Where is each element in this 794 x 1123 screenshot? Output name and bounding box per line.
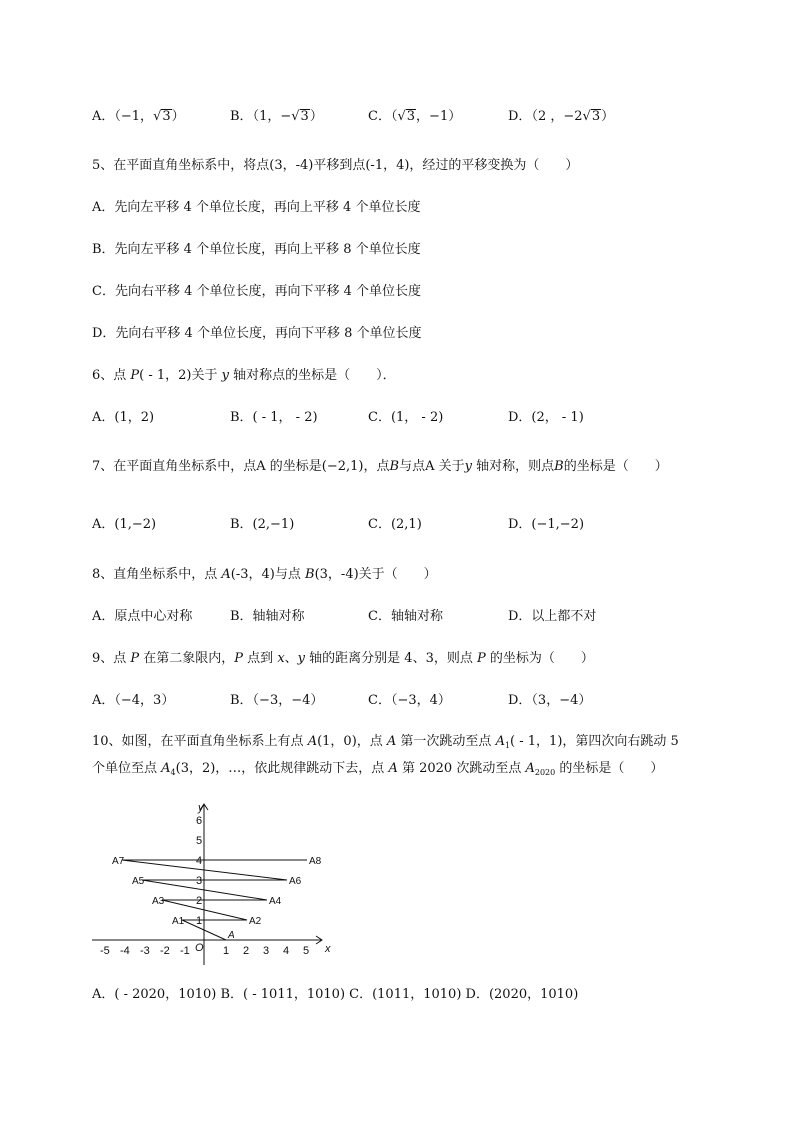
q9-point-p3: P <box>476 651 486 666</box>
q9-stem-mid1: 在第二象限内， <box>139 651 235 666</box>
point-a-label: A <box>228 930 235 941</box>
q10-sub4: 4 <box>170 768 176 777</box>
q7-stem-mid2: 与点A 关于 <box>399 459 465 474</box>
q10-point-a1: A <box>495 734 505 749</box>
y-tick-label: 5 <box>196 835 203 847</box>
q9-option-d: D．（3，−4） <box>508 693 592 708</box>
q10-l2-pre: 个单位至点 <box>92 761 162 776</box>
q7-option-d: D．(−1,−2) <box>508 517 585 532</box>
x-tick-label: 5 <box>303 945 310 957</box>
q7-option-c: C．(2,1) <box>368 517 422 532</box>
q10-l1-mid3: ( - 1，1)，第四次向右跳动 5 <box>510 734 679 749</box>
q4-d-label: D． <box>508 109 532 124</box>
x-tick-label: 2 <box>243 945 250 957</box>
q6-stem-pre: 6、点 <box>92 368 131 383</box>
q7-stem-pre: 7、在平面直角坐标系中，点A 的坐标是 <box>92 459 322 474</box>
q6-option-d: D．(2， - 1) <box>508 410 584 425</box>
q10-sub6: 2020 <box>534 768 556 777</box>
q7-point-b2: B <box>554 459 564 474</box>
q10-point-a5: A <box>388 761 398 776</box>
q4-a-label: A． <box>92 109 115 124</box>
q6-stem <box>92 367 396 385</box>
q7-option-b: B．(2,−1) <box>230 517 295 532</box>
q10-l2-mid2: 第 2020 次跳动至点 <box>397 761 526 776</box>
q8-option-b: B．轴轴对称 <box>230 609 305 624</box>
q6-option-c: C．(1， - 2) <box>368 410 444 425</box>
q5-stem: 5、在平面直角坐标系中，将点(3，-4)平移到点(-1，4)，经过的平移变换为（ ） <box>92 158 579 173</box>
y-tick-label: 2 <box>196 895 203 907</box>
q4-b-rad: 3 <box>300 109 309 124</box>
q9-stem-mid4: 轴的距离分别是 4、3，则点 <box>305 651 477 666</box>
x-tick-label: -2 <box>160 945 170 957</box>
point-a1-label: A1 <box>172 916 185 927</box>
q8-option-d: D．以上都不对 <box>508 609 597 624</box>
q4-b-pre: （1，− <box>252 109 292 124</box>
q4-option-d: D．（2 ，−2√3） <box>508 109 615 124</box>
q10-l2-mid1: (3，2)，…，依此规律跳动下去，点 <box>175 761 389 776</box>
q4-d-post: ） <box>601 109 615 124</box>
q8-stem-mid: (-3，4)与点 <box>230 567 306 582</box>
point-a5-label: A5 <box>132 876 145 887</box>
q9-stem <box>92 650 594 668</box>
q4-a-rad: 3 <box>162 109 171 124</box>
y-tick-label: 3 <box>196 875 203 887</box>
q6-option-b: B．( - 1， - 2) <box>230 410 318 425</box>
y-tick-label: 4 <box>196 855 203 867</box>
point-a2-label: A2 <box>249 916 262 927</box>
q6-point: P <box>130 368 140 383</box>
q10-point-a6: A <box>525 761 535 776</box>
q7-stem <box>92 458 668 476</box>
q10-l2-post: 的坐标是（ ） <box>555 761 664 776</box>
q7-stem-mid3: 轴对称，则点 <box>471 459 555 474</box>
q8-point-a: A <box>221 567 231 582</box>
q8-option-a: A．原点中心对称 <box>92 609 193 624</box>
q7-axis: y <box>464 459 472 474</box>
q4-option-c: C．（√3，−1） <box>368 109 462 124</box>
q7-option-a: A．(1,−2) <box>92 517 157 532</box>
q8-point-b: B <box>305 567 315 582</box>
q9-option-a: A．（−4，3） <box>92 693 175 708</box>
q9-option-c: C．（−3，4） <box>368 693 451 708</box>
y-tick-label: 6 <box>196 815 203 827</box>
q9-point-p2: P <box>234 651 244 666</box>
q10-l1-pre: 10、如图，在平面直角坐标系上有点 <box>92 734 308 749</box>
q4-a-pre: （−1， <box>114 109 154 124</box>
q7-stem-post: 的坐标是（ ） <box>563 459 668 474</box>
q9-x: x <box>277 651 285 666</box>
x-tick-label: 4 <box>283 945 290 957</box>
q5-option-d: D．先向右平移 4 个单位长度，再向下平移 8 个单位长度 <box>92 326 422 341</box>
q8-stem-post: (3，-4)关于（ ） <box>314 567 437 582</box>
q4-b-post: ） <box>309 109 323 124</box>
q6-stem-mid: ( - 1，2)关于 <box>139 368 222 383</box>
q7-point-b: B <box>389 459 400 474</box>
origin-label: O <box>195 942 204 954</box>
point-a7-label: A7 <box>112 856 125 867</box>
q7-coord: (−2,1) <box>321 459 364 474</box>
q9-option-b: B．（−3，−4） <box>230 693 324 708</box>
point-a6-label: A6 <box>289 876 302 887</box>
q10-point-a2: A <box>386 734 397 749</box>
q10-l1-mid2: 第一次跳动至点 <box>396 734 496 749</box>
q8-option-c: C．轴轴对称 <box>368 609 443 624</box>
q9-stem-mid2: 点到 <box>243 651 278 666</box>
q10-l1-mid1: (1，0)，点 <box>317 734 387 749</box>
q10-options: A．( - 2020，1010) B．( - 1011，1010) C．(1011，1010) D．(2020，1010) <box>92 987 579 1002</box>
q4-b-label: B． <box>230 109 253 124</box>
q4-c-pre: （ <box>390 109 398 124</box>
q5-option-c: C．先向右平移 4 个单位长度，再向下平移 4 个单位长度 <box>92 284 422 299</box>
q5-option-b: B．先向左平移 4 个单位长度，再向上平移 8 个单位长度 <box>92 242 421 257</box>
y-axis-label: y <box>198 802 204 814</box>
point-a8-label: A8 <box>309 856 322 867</box>
point-a3-label: A3 <box>152 896 165 907</box>
q4-a-post: ） <box>171 109 185 124</box>
q10-point-a: A <box>307 734 318 749</box>
point-a4-label: A4 <box>269 896 282 907</box>
x-tick-label: -1 <box>180 945 190 957</box>
q10-point-a4: A <box>161 761 171 776</box>
x-tick-label: 3 <box>263 945 270 957</box>
q4-c-label: C． <box>368 109 391 124</box>
q4-option-a: A．（−1，√3） <box>92 109 185 124</box>
q4-d-pre: （2 ，−2 <box>531 109 583 124</box>
q6-option-a: A．(1，2) <box>92 410 155 425</box>
x-axis-label: x <box>325 943 331 955</box>
q4-c-rad: 3 <box>406 109 416 124</box>
q7-stem-mid1: ，点 <box>363 459 390 474</box>
x-tick-label: -3 <box>140 945 150 957</box>
q9-stem-post: 的坐标为（ ） <box>485 651 594 666</box>
q6-stem-post: 轴对称点的坐标是（ ）． <box>229 368 396 383</box>
q10-sub1: 1 <box>504 741 511 750</box>
x-tick-label: -5 <box>100 945 110 957</box>
coordinate-figure <box>92 800 342 965</box>
q10-stem-line1 <box>92 733 679 755</box>
y-tick-label: 1 <box>196 915 203 927</box>
x-tick-label: 1 <box>223 945 230 957</box>
q6-axis: y <box>221 368 229 383</box>
q8-stem-pre: 8、直角坐标系中，点 <box>92 567 222 582</box>
q10-stem-line2 <box>92 760 663 782</box>
q9-point-p: P <box>130 651 140 666</box>
q4-option-b: B．（1，−√3） <box>230 109 323 124</box>
q8-stem <box>92 566 437 584</box>
q4-d-rad: 3 <box>591 109 601 124</box>
x-tick-label: -4 <box>120 945 130 957</box>
q5-option-a: A．先向左平移 4 个单位长度，再向上平移 4 个单位长度 <box>92 200 421 215</box>
q4-c-post: ，−1） <box>416 109 462 124</box>
q9-stem-pre: 9、点 <box>92 651 131 666</box>
q9-y: y <box>297 651 306 666</box>
q9-stem-mid3: 、 <box>284 651 298 666</box>
